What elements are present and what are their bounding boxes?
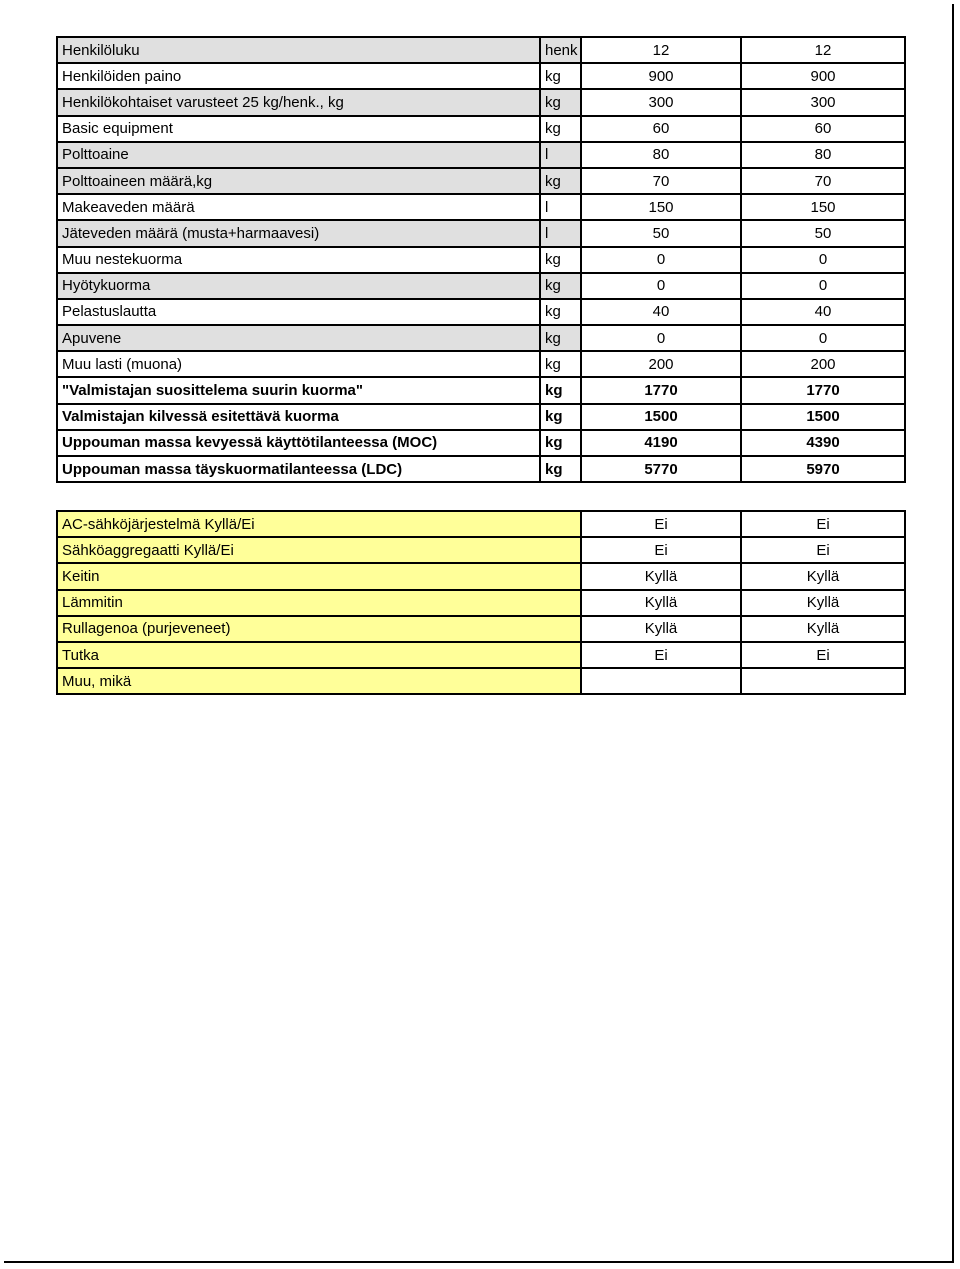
table-row bbox=[57, 299, 905, 325]
table-row bbox=[57, 89, 905, 115]
row-unit: henk bbox=[540, 37, 581, 63]
row-value-1: 0 bbox=[581, 247, 741, 273]
row-unit: l bbox=[540, 194, 581, 220]
table-row bbox=[57, 404, 905, 430]
row-value-2: Ei bbox=[741, 537, 905, 563]
row-unit: kg bbox=[540, 377, 581, 403]
row-value-1: Ei bbox=[581, 537, 741, 563]
row-value-1: 0 bbox=[581, 273, 741, 299]
row-value-1: 1500 bbox=[581, 404, 741, 430]
row-value-2: 60 bbox=[741, 116, 905, 142]
row-value-2: Ei bbox=[741, 642, 905, 668]
row-value-2: 150 bbox=[741, 194, 905, 220]
row-value-2: 900 bbox=[741, 63, 905, 89]
row-label: Lämmitin bbox=[57, 590, 581, 616]
row-unit: kg bbox=[540, 430, 581, 456]
row-value-1: 1770 bbox=[581, 377, 741, 403]
row-value-1: 60 bbox=[581, 116, 741, 142]
row-value-1: 900 bbox=[581, 63, 741, 89]
row-label: Muu, mikä bbox=[57, 668, 581, 694]
row-label: Uppouman massa kevyessä käyttötilanteessa (MOC) bbox=[57, 430, 540, 456]
row-label: Basic equipment bbox=[57, 116, 540, 142]
row-value-1: Kyllä bbox=[581, 590, 741, 616]
row-value-1: Ei bbox=[581, 642, 741, 668]
row-label: Keitin bbox=[57, 563, 581, 589]
row-value-1: 50 bbox=[581, 220, 741, 246]
row-label: Muu lasti (muona) bbox=[57, 351, 540, 377]
table-row bbox=[57, 590, 905, 616]
row-value-1: Kyllä bbox=[581, 563, 741, 589]
row-unit: kg bbox=[540, 168, 581, 194]
row-label: Valmistajan kilvessä esitettävä kuorma bbox=[57, 404, 540, 430]
row-label: Jäteveden määrä (musta+harmaavesi) bbox=[57, 220, 540, 246]
table-row bbox=[57, 616, 905, 642]
row-value-1: 5770 bbox=[581, 456, 741, 482]
row-label: Muu nestekuorma bbox=[57, 247, 540, 273]
row-label: Polttoaineen määrä,kg bbox=[57, 168, 540, 194]
table-row bbox=[57, 63, 905, 89]
row-label: Polttoaine bbox=[57, 142, 540, 168]
row-value-2: 70 bbox=[741, 168, 905, 194]
table-row bbox=[57, 273, 905, 299]
table-row bbox=[57, 325, 905, 351]
row-value-2: 40 bbox=[741, 299, 905, 325]
table-row bbox=[57, 116, 905, 142]
table-row bbox=[57, 456, 905, 482]
row-unit: kg bbox=[540, 63, 581, 89]
row-value-2: 300 bbox=[741, 89, 905, 115]
row-value-2: Kyllä bbox=[741, 563, 905, 589]
row-value-2: 50 bbox=[741, 220, 905, 246]
row-value-2: 0 bbox=[741, 273, 905, 299]
table-row bbox=[57, 511, 905, 537]
row-unit: l bbox=[540, 142, 581, 168]
row-unit: l bbox=[540, 220, 581, 246]
row-unit: kg bbox=[540, 273, 581, 299]
row-value-1: 80 bbox=[581, 142, 741, 168]
row-label: Sähköaggregaatti Kyllä/Ei bbox=[57, 537, 581, 563]
row-label: Rullagenoa (purjeveneet) bbox=[57, 616, 581, 642]
row-value-1: 4190 bbox=[581, 430, 741, 456]
row-label: AC-sähköjärjestelmä Kyllä/Ei bbox=[57, 511, 581, 537]
weights-table bbox=[56, 36, 906, 483]
row-value-1: 12 bbox=[581, 37, 741, 63]
row-value-2: 1770 bbox=[741, 377, 905, 403]
row-value-2: Ei bbox=[741, 511, 905, 537]
row-unit: kg bbox=[540, 89, 581, 115]
row-value-2: 12 bbox=[741, 37, 905, 63]
row-label: Makeaveden määrä bbox=[57, 194, 540, 220]
row-unit: kg bbox=[540, 325, 581, 351]
row-value-2: 0 bbox=[741, 247, 905, 273]
row-label: Uppouman massa täyskuormatilanteessa (LDC) bbox=[57, 456, 540, 482]
table-row bbox=[57, 537, 905, 563]
row-value-1: 0 bbox=[581, 325, 741, 351]
row-value-2: 200 bbox=[741, 351, 905, 377]
row-label: Henkilöiden paino bbox=[57, 63, 540, 89]
table-row bbox=[57, 351, 905, 377]
row-label: Henkilökohtaiset varusteet 25 kg/henk., kg bbox=[57, 89, 540, 115]
table-row bbox=[57, 430, 905, 456]
row-label: Apuvene bbox=[57, 325, 540, 351]
table-row bbox=[57, 377, 905, 403]
row-value-2: 4390 bbox=[741, 430, 905, 456]
row-value-1: 40 bbox=[581, 299, 741, 325]
table-row bbox=[57, 247, 905, 273]
row-label: "Valmistajan suosittelema suurin kuorma" bbox=[57, 377, 540, 403]
row-label: Tutka bbox=[57, 642, 581, 668]
row-value-1: 70 bbox=[581, 168, 741, 194]
table-row bbox=[57, 168, 905, 194]
row-label: Henkilöluku bbox=[57, 37, 540, 63]
row-label: Hyötykuorma bbox=[57, 273, 540, 299]
row-value-1: 200 bbox=[581, 351, 741, 377]
row-value-2: Kyllä bbox=[741, 590, 905, 616]
row-unit: kg bbox=[540, 299, 581, 325]
row-value-2 bbox=[741, 668, 905, 694]
table-row bbox=[57, 194, 905, 220]
table-row bbox=[57, 142, 905, 168]
row-value-1: 150 bbox=[581, 194, 741, 220]
row-value-1: 300 bbox=[581, 89, 741, 115]
row-unit: kg bbox=[540, 404, 581, 430]
row-value-2: 1500 bbox=[741, 404, 905, 430]
row-value-1 bbox=[581, 668, 741, 694]
table-row bbox=[57, 37, 905, 63]
equipment-table bbox=[56, 510, 906, 695]
row-value-1: Ei bbox=[581, 511, 741, 537]
row-value-2: Kyllä bbox=[741, 616, 905, 642]
row-value-2: 5970 bbox=[741, 456, 905, 482]
row-unit: kg bbox=[540, 456, 581, 482]
row-value-2: 0 bbox=[741, 325, 905, 351]
table-row bbox=[57, 668, 905, 694]
row-unit: kg bbox=[540, 351, 581, 377]
table-row bbox=[57, 642, 905, 668]
table-row bbox=[57, 220, 905, 246]
row-label: Pelastuslautta bbox=[57, 299, 540, 325]
row-unit: kg bbox=[540, 116, 581, 142]
row-unit: kg bbox=[540, 247, 581, 273]
table-row bbox=[57, 563, 905, 589]
row-value-2: 80 bbox=[741, 142, 905, 168]
row-value-1: Kyllä bbox=[581, 616, 741, 642]
